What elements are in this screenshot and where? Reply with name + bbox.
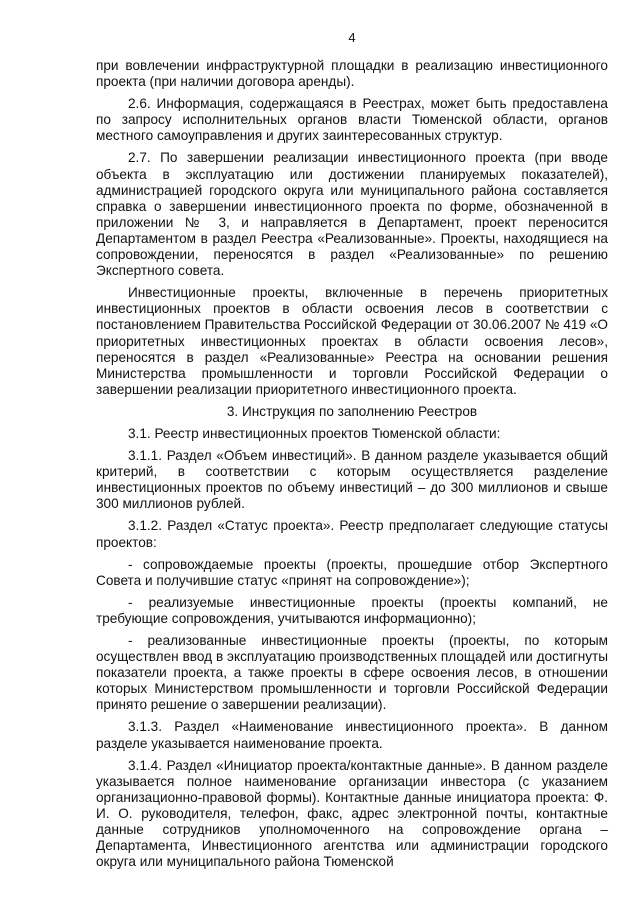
paragraph-3-1-3: 3.1.3. Раздел «Наименование инвестиционного проекта». В данном разделе указывается наименование проекта. <box>96 719 608 751</box>
paragraph-3-1: 3.1. Реестр инвестиционных проектов Тюменской области: <box>128 425 501 441</box>
paragraph-3-1-1: 3.1.1. Раздел «Объем инвестиций». В данном разделе указывается общий критерий, в соответствии с которым осуществляется разделение инвестиционных проектов по объему инвестиций – до 300 миллионов и свыше 300 миллионов рублей. <box>96 448 608 512</box>
paragraph-priority-projects: Инвестиционные проекты, включенные в перечень приоритетных инвестиционных проектов в области освоения лесов в соответствии с постановлением Правительства Российской Федерации от 30.06.2007 № 419 «О приоритетных инвестиционных проектах в области освоения лесов», переносятся в раздел «Реализованные» Реестра на основании решения Министерства промышленности и торговли Российской Федерации о завершении реализации приоритетного инвестиционного проекта. <box>96 285 608 397</box>
paragraph-2-7: 2.7. По завершении реализации инвестиционного проекта (при вводе объекта в эксплуатацию или достижении планируемых показателей), администрацией городского округа или муниципального района составляется справка о завершении инвестиционного проекта по форме, обозначенной в приложении № 3, и направляется в Департамент, проект переносится Департаментом в раздел Реестра «Реализованные». Проекты, находящиеся на сопровождении, переносятся в раздел «Реализованные» по решению Экспертного совета. <box>96 150 608 279</box>
paragraph-continuation: при вовлечении инфраструктурной площадки в реализацию инвестиционного проекта (при наличии договора аренды). <box>96 58 608 90</box>
list-item-accompanied-projects: - сопровождаемые проекты (проекты, прошедшие отбор Экспертного Совета и получившие статус «принят на сопровождение»); <box>96 556 608 588</box>
paragraph-3-1-2: 3.1.2. Раздел «Статус проекта». Реестр предполагает следующие статусы проектов: <box>96 518 608 550</box>
list-item-implemented-projects: - реализуемые инвестиционные проекты (проекты компаний, не требующие сопровождения, учитываются информационно); <box>96 594 608 626</box>
list-item-completed-projects: - реализованные инвестиционные проекты (проекты, по которым осуществлен ввод в эксплуатацию производственных площадей или достигнуты показатели проекта, а также проекты в сфере освоения лесов, в отношении которых Министерством промышленности и торговли Российской Федерации принято решение о завершении реализации). <box>96 633 608 713</box>
paragraph-2-6: 2.6. Информация, содержащаяся в Реестрах, может быть предоставлена по запросу исполнительных органов власти Тюменской области, органов местного самоуправления и других заинтересованных структур. <box>96 96 608 144</box>
document-page <box>96 30 608 876</box>
section-heading-3: 3. Инструкция по заполнению Реестров <box>226 403 478 419</box>
page-number: 4 <box>348 30 356 45</box>
paragraph-3-1-4: 3.1.4. Раздел «Инициатор проекта/контактные данные». В данном разделе указывается полное наименование организации инвестора (с указанием организационно-правовой формы). Контактные данные инициатора проекта: Ф. И. О. руководителя, телефон, факс, адрес электронной почты, контактные данные сотрудников уполномоченного на сопровождение органа – Департамента, Инвестиционного агентства или администрации городского округа или муниципального района Тюменской <box>96 757 608 870</box>
